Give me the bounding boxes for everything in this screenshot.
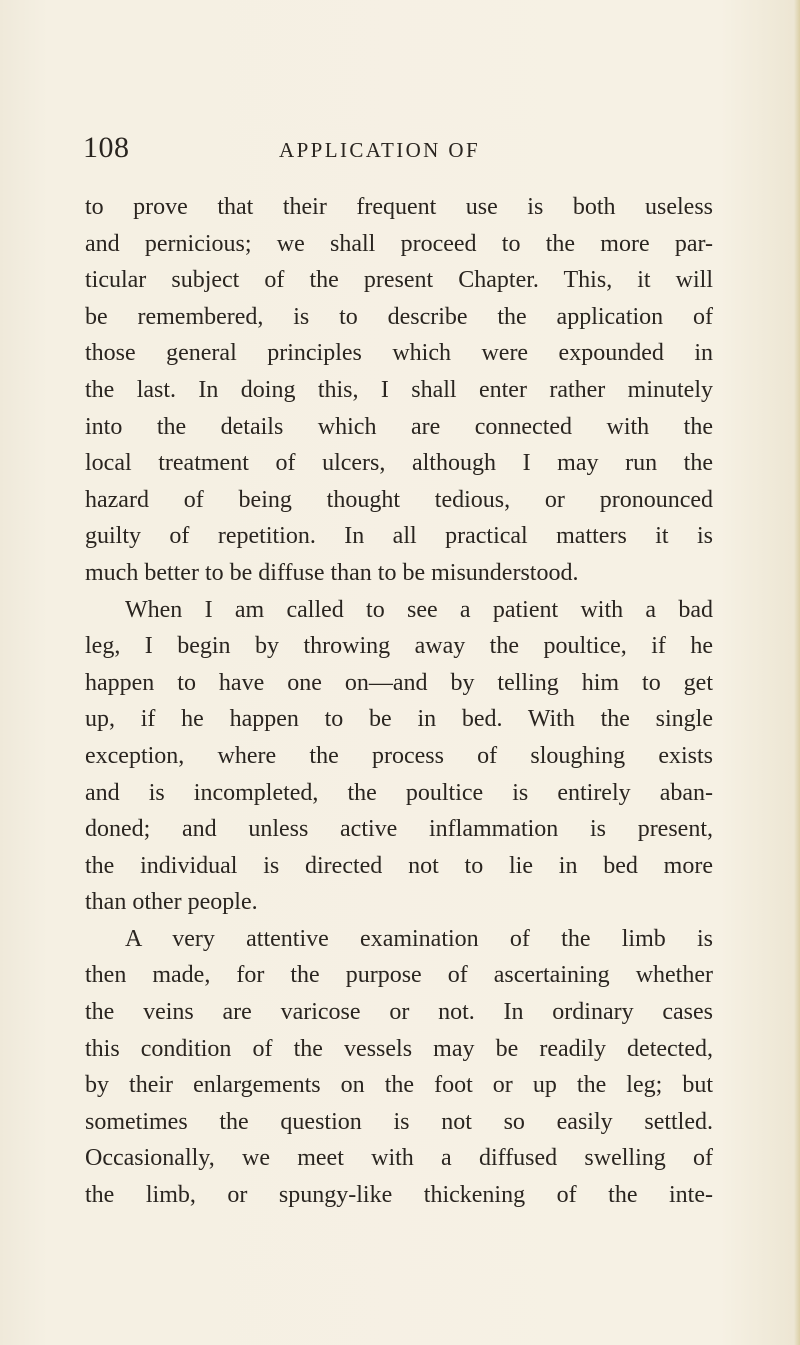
text-line: to prove that their frequent use is both useless xyxy=(85,194,713,220)
text-line: up, if he happen to be in bed. With the single xyxy=(85,706,713,733)
text-line: When I am called to see a patient with a bad xyxy=(125,596,713,623)
text-line: the last. In doing this, I shall enter rather minutely xyxy=(85,376,713,403)
text-line: Occasionally, we meet with a diffused swelling of xyxy=(85,1145,713,1172)
text-line: be remembered, is to describe the application of xyxy=(85,303,713,330)
text-line: A very attentive examination of the limb is xyxy=(125,925,713,952)
text-line: leg, I begin by throwing away the poultice, if he xyxy=(85,633,713,660)
text-line: ticular subject of the present Chapter. This, it will xyxy=(85,267,713,294)
text-line: local treatment of ulcers, although I may run the xyxy=(85,450,713,477)
running-head: APPLICATION OF xyxy=(279,138,481,162)
text-line: the limb, or spungy-like thickening of the inte- xyxy=(85,1182,713,1209)
text-line: those general principles which were expounded in xyxy=(85,340,713,367)
page-edge xyxy=(794,0,800,1345)
page-header xyxy=(83,128,723,168)
text-line: than other people. xyxy=(85,889,258,916)
text-line: sometimes the question is not so easily settled. xyxy=(85,1108,713,1135)
text-line: hazard of being thought tedious, or pronounced xyxy=(85,486,713,513)
text-line: the individual is directed not to lie in bed more xyxy=(85,852,713,879)
body-text xyxy=(85,189,713,1214)
text-line: the veins are varicose or not. In ordinary cases xyxy=(85,999,713,1026)
text-line: this condition of the vessels may be readily detected, xyxy=(85,1035,713,1062)
page-number: 108 xyxy=(83,131,130,164)
text-line: exception, where the process of sloughing exists xyxy=(85,742,713,769)
text-line: happen to have one on—and by telling him to get xyxy=(85,669,713,696)
text-line: doned; and unless active inflammation is present, xyxy=(85,816,713,843)
text-line: into the details which are connected with the xyxy=(85,413,713,440)
text-line: and is incompleted, the poultice is entirely aban- xyxy=(85,779,713,806)
text-line: guilty of repetition. In all practical matters it is xyxy=(85,523,713,550)
text-line: much better to be diffuse than to be misunderstood. xyxy=(85,559,579,586)
text-line: by their enlargements on the foot or up the leg; but xyxy=(85,1072,713,1099)
text-line: and pernicious; we shall proceed to the more par- xyxy=(85,230,713,257)
text-line: then made, for the purpose of ascertaining whether xyxy=(85,962,713,989)
